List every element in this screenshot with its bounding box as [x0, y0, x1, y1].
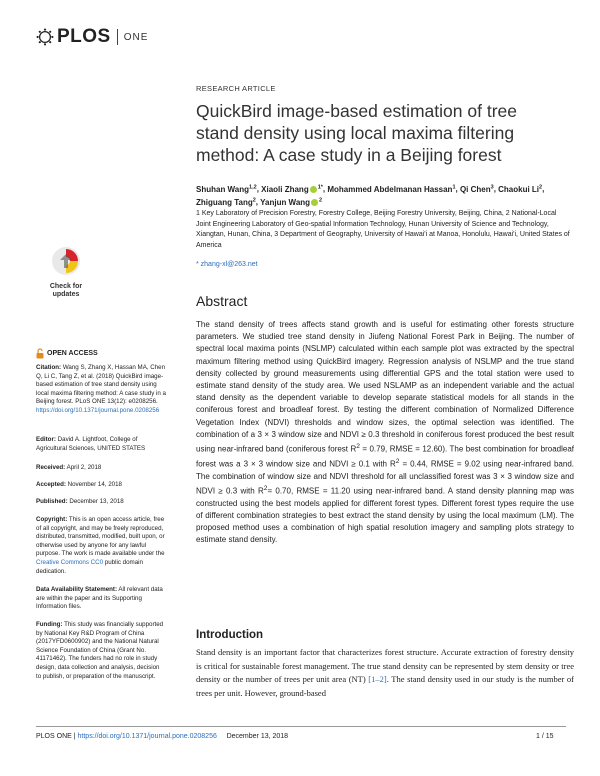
- open-access-label: [36, 348, 98, 359]
- footer-journal: PLOS ONE: [36, 733, 72, 740]
- footer-date: December 13, 2018: [226, 733, 289, 740]
- author[interactable]: Chaokui Li$^2$: [498, 184, 543, 194]
- orcid-icon[interactable]: [310, 186, 317, 193]
- open-access-text: OPEN ACCESS: [47, 350, 98, 357]
- paper-title: QuickBird image-based estimation of tree stand density using local maxima filtering method: A case study in a Beijing forest: [196, 101, 517, 165]
- article-type: RESEARCH ARTICLE: [196, 84, 276, 93]
- author[interactable]: Zhiguang Tang$^2$: [196, 197, 256, 207]
- introduction-heading: Introduction: [196, 629, 264, 641]
- logo-journal: ONE: [123, 31, 149, 43]
- orcid-icon[interactable]: [311, 199, 318, 206]
- corresponding-email[interactable]: * zhang-xl@263.net: [196, 261, 258, 268]
- footer-doi-link[interactable]: https://doi.org/10.1371/journal.pone.0208256: [77, 733, 217, 740]
- plos-logo-icon: [36, 28, 54, 46]
- author[interactable]: Mohammed Abdelmanan Hassan$^1$: [327, 184, 456, 194]
- accepted-date: Accepted: November 14, 2018: [36, 481, 122, 488]
- check-updates-line1: Check for: [49, 283, 83, 290]
- editor-block: Editor: David A. Lightfoot, College of Agricultural Sciences, UNITED STATES: [36, 436, 146, 452]
- received-date: Received: April 2, 2018: [36, 464, 102, 471]
- author[interactable]: Yanjun Wang $^2$: [260, 197, 323, 207]
- abstract-body: The stand density of trees affects stand growth and is useful for estimating other forests structure parameters. We studied tree stand density in Jiufeng National Forest Park in Beijing. The number of spectral local maxima points (NSLMP) calculated within each sample plot was extracted by the spectral maximum filtering method using QuickBird imagery. Regression analysis of NSLMP and the true stand density collected by ground measurements using differential GPS and the total station were used to estimate stand density of the study area. We used NSLAMP as an independent variable and the actual stand density as the dependent variable to develop separate statistical models for all stands in the coniferous forest and broadleaf forest. By testing the different combination of Normalized Difference Vegetation Index (NDVI) thresholds and window sizes, the optimal selection was identified. The combination of a 3 × 3 window size and NDVI ≥ 0.3 threshold in coniferous forest produced the best result using near-infrared band (coniferous forest $R^2 = 0.79$, RMSE = 12.60). The best combination for broadleaf forest was a 3 × 3 window size and NDVI ≥ 0.1 with $R^2 = 0.44$, RMSE = 9.02 using near-infrared band. The combination of window size and NDVI threshold for all unclassified forest was 3 × 3 window size and NDVI ≥ 0.3 with $R^2= 0.70$, RMSE = 11.20 using near-infrared band. A stand density planning map was constructed using the best models applied for different forest types. Different forest types require the use of different combination strategies to best extract the stand density by using the local maximum (LM). The proposed method uses a combination of high spatial resolution imagery and sampling plots strategy to estimate stand density.: [196, 320, 575, 545]
- check-for-updates-badge[interactable]: [42, 246, 90, 299]
- data-availability-block: Data Availability Statement: All relevant data are within the paper and its Supporting Information files.: [36, 586, 163, 611]
- abstract-heading: Abstract: [196, 293, 248, 309]
- check-updates-line2: updates: [52, 291, 80, 298]
- crossmark-icon: [51, 246, 81, 276]
- author[interactable]: Xiaoli Zhang $^{1*}$: [261, 184, 323, 194]
- footer-divider: [36, 726, 566, 727]
- reference-link[interactable]: [1–2]: [368, 674, 387, 684]
- affiliations: 1 Key Laboratory of Precision Forestry, Forestry College, Beijing Forestry University, Beijing, China, 2 National-Local Joint Engineering Laboratory of Geo-spatial Information Technology, Hunan University of Science and Technology, Xiangtan, Hunan, China, 3 Department of Geography, University of Hawai'i at Manoa, Honolulu, Hawai'i, United States of America: [196, 210, 570, 249]
- introduction-body: Stand density is an important factor that characterizes forest structure. Accurate extraction of forestry density is critical for sustainable forest management. The true stand density can be represented by stem density or tree density or the number of trees per unit area (NT) [1–2]. The stand density used in our study is the number of trees per unit. However, ground-based: [196, 647, 574, 698]
- open-lock-icon: [36, 348, 44, 359]
- copyright-block: Copyright: This is an open access article, free of all copyright, and may be freely reproduced, distributed, transmitted, modified, built upon, or otherwise used by anyone for any lawful purpose. The work is made available under the Creative Commons CC0 public domain dedication.: [36, 516, 165, 575]
- published-date: Published: December 13, 2018: [36, 498, 124, 505]
- cc0-link[interactable]: Creative Commons CC0: [36, 558, 104, 566]
- citation-doi-link[interactable]: https://doi.org/10.1371/journal.pone.0208256: [36, 406, 160, 414]
- page-number: 1 / 15: [536, 733, 554, 740]
- author[interactable]: Shuhan Wang$^{1,2}$: [196, 184, 257, 194]
- footer-citation: PLOS ONE | https://doi.org/10.1371/journal.pone.0208256 December 13, 2018: [36, 733, 289, 740]
- logo-divider: [117, 29, 118, 45]
- plos-one-logo: [36, 26, 148, 48]
- logo-brand: PLOS: [57, 26, 111, 47]
- author-list: Shuhan Wang$^{1,2}$, Xiaoli Zhang $^{1*}$, Mohammed Abdelmanan Hassan$^1$, Qi Chen$^3$, Chaokui Li$^2$, Zhiguang Tang$^2$, Yanjun Wang $^2$: [196, 184, 545, 207]
- citation-block: Citation: Wang S, Zhang X, Hassan MA, Chen Q, Li C, Tang Z, et al. (2018) QuickBird image-based estimation of tree stand density using local maxima filtering method: A case study in a Beijing forest. PLoS ONE 13(12): e0208256. https://doi.org/10.1371/journal.pone.0208256: [36, 364, 166, 414]
- author[interactable]: Qi Chen$^3$: [459, 184, 494, 194]
- funding-block: Funding: This study was financially supported by National Key R&D Program of China (2017YFD0600902) and the National Natural Science Foundation of China (Grant No. 41171462). The funders had no role in study design, data collection and analysis, decision to publish, or preparation of the manuscript.: [36, 621, 164, 680]
